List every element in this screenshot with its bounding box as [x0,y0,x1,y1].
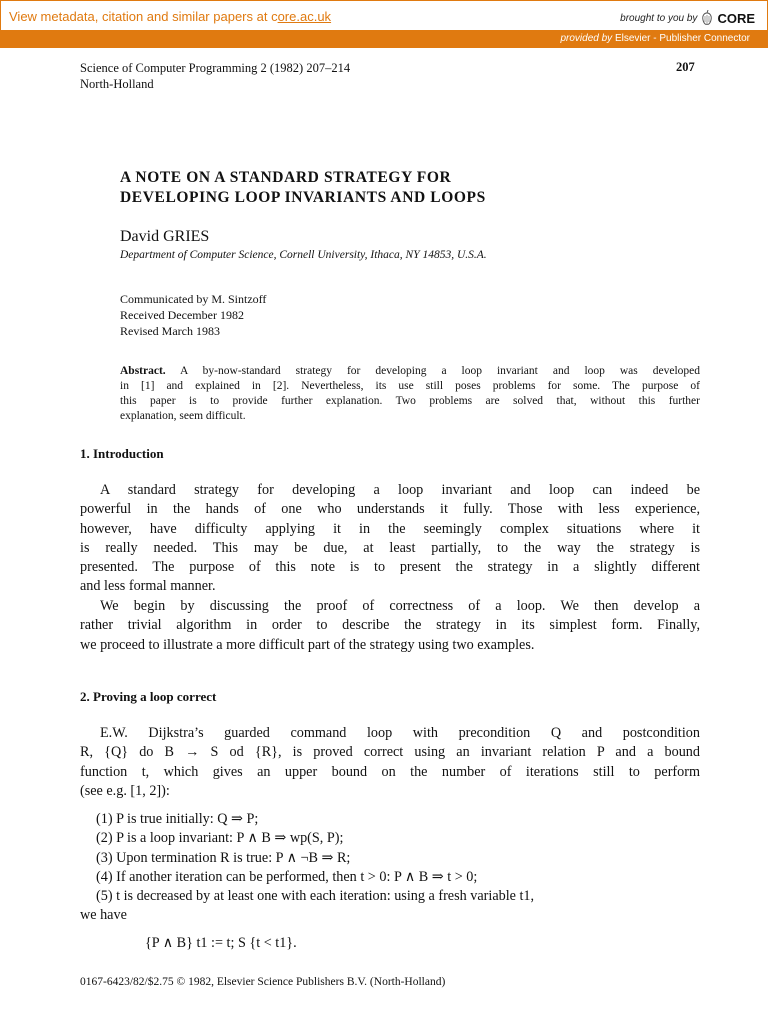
section-heading-introduction: 1. Introduction [80,446,164,461]
core-apple-icon [701,10,713,26]
core-banner-top [0,0,768,30]
condition-item: (4) If another iteration can be performed, then t > 0: P ∧ B ⇒ t > 0; [96,868,478,885]
paragraph-line: however, have difficulty applying it in the seemingly complex situations where it [80,520,700,537]
paragraph-line: we proceed to illustrate a more difficult part of the strategy using two examples. [80,636,535,653]
copyright-footer: 0167-6423/82/$2.75 © 1982, Elsevier Science Publishers B.V. (North-Holland) [80,976,446,988]
core-provided-label: provided by [560,33,613,44]
paragraph-line: function t, which gives an upper bound on the number of iterations still to perform [80,763,700,780]
core-logo-text: CORE [717,10,755,26]
paragraph-line: R, {Q} do B → S od {R}, is proved correct using an invariant relation P and a bound [80,744,700,761]
core-provided-by[interactable] [560,33,750,44]
abstract-text: A by-now-standard strategy for developing a loop invariant and loop was developed [165,365,700,377]
core-banner [0,0,768,48]
page-number: 207 [676,60,695,74]
core-link-prefix: View metadata, citation and similar papers at c [9,9,278,24]
journal-info [80,60,350,92]
paragraph-line: A standard strategy for developing a loop invariant and loop can indeed be [100,482,700,498]
paper-title [120,168,486,208]
received-date: Received December 1982 [120,308,244,322]
core-brought-text: brought to you by [620,12,698,24]
paper-title-line1: A NOTE ON A STANDARD STRATEGY FOR [120,169,452,186]
journal-citation: Science of Computer Programming 2 (1982) 207–214 [80,61,351,75]
core-brought-by[interactable] [620,10,755,26]
core-metadata-link[interactable] [9,9,331,24]
section-heading-proving: 2. Proving a loop correct [80,689,217,704]
journal-publisher: North-Holland [80,77,154,91]
paper-title-line2: DEVELOPING LOOP INVARIANTS AND LOOPS [120,189,486,206]
paragraph-line: and less formal manner. [80,578,216,595]
author-name: David GRIES [120,228,210,245]
abstract-line: this paper is to provide further explanation. Two problems are solved that, without this further [120,395,700,407]
abstract-line: in [1] and explained in [2]. Nevertheless, its use still poses problems for some. The purpose of [120,380,700,392]
abstract-line: explanation, seem difficult. [120,410,246,422]
paragraph-line: (see e.g. [1, 2]): [80,782,170,799]
paragraph-line: We begin by discussing the proof of correctness of a loop. We then develop a [100,598,700,614]
core-provider: Elsevier - Publisher Connector [614,33,750,44]
intro-paragraph-1 [80,481,700,597]
paragraph-line: E.W. Dijkstra’s guarded command loop with precondition Q and postcondition [100,725,700,741]
condition-item: (3) Upon termination R is true: P ∧ ¬B ⇒ R; [96,849,351,866]
communicated-by: Communicated by M. Sintzoff [120,292,267,306]
submission-dates [120,291,266,339]
paragraph-line: is really needed. This may be due, at least partially, to the way the strategy is [80,539,700,556]
proving-paragraph-1 [80,724,700,801]
abstract [120,364,700,424]
core-link-domain: ore.ac.uk [277,9,332,24]
intro-paragraph-2 [80,597,700,655]
condition-item: (1) P is true initially: Q ⇒ P; [96,811,259,827]
correctness-conditions [80,810,700,926]
paragraph-line: presented. The purpose of this note is to present the strategy in a slightly different [80,559,700,576]
condition-continuation: we have [80,907,127,924]
condition-item: (2) P is a loop invariant: P ∧ B ⇒ wp(S, P); [96,830,344,847]
abstract-label: Abstract. [120,365,166,377]
revised-date: Revised March 1983 [120,324,220,338]
abstract-line [120,364,700,379]
hoare-triple-formula: {P ∧ B} t1 := t; S {t < t1}. [145,935,297,951]
paragraph-line: rather trivial algorithm in order to describe the strategy in its simplest form. Finally, [80,617,700,634]
author-affiliation: Department of Computer Science, Cornell University, Ithaca, NY 14853, U.S.A. [120,249,487,261]
condition-item: (5) t is decreased by at least one with each iteration: using a fresh variable t1, [96,888,535,905]
paragraph-line: powerful in the hands of one who understands it fully. Those with less experience, [80,501,700,518]
